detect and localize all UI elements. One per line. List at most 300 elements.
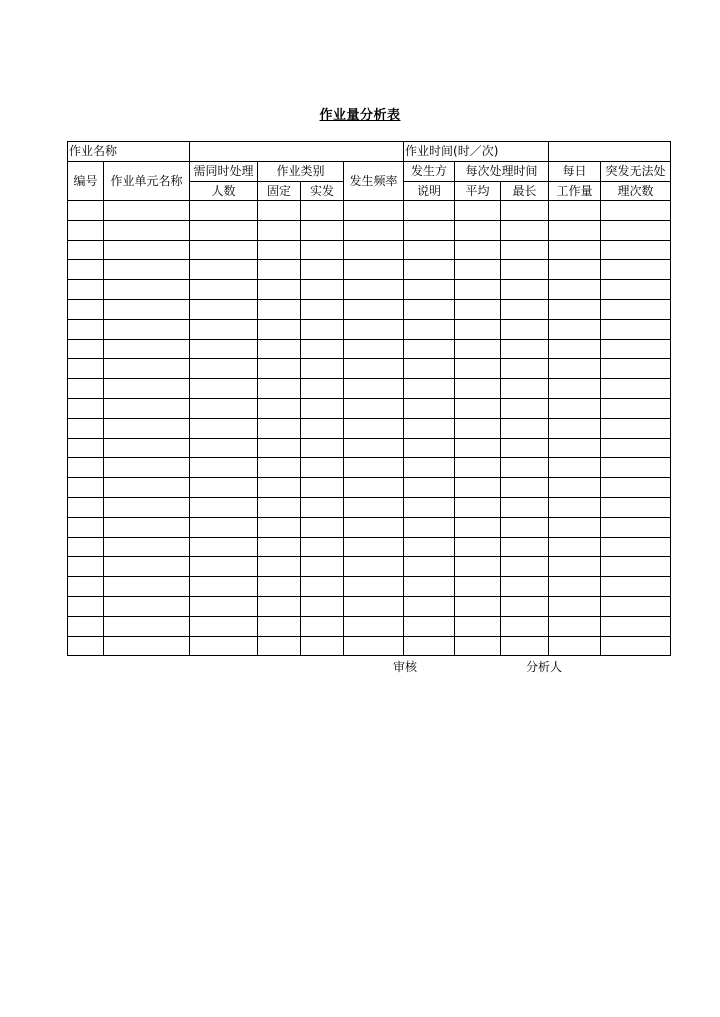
table-cell[interactable] [549,260,601,280]
table-cell[interactable] [501,299,549,319]
table-cell[interactable] [258,220,301,240]
workload-table [67,141,671,656]
table-cell[interactable] [344,220,404,240]
table-cell[interactable] [344,379,404,399]
table-cell[interactable] [404,478,455,498]
table-cell[interactable] [501,537,549,557]
table-cell[interactable] [549,438,601,458]
table-cell[interactable] [601,478,671,498]
table-cell[interactable] [68,319,104,339]
table-cell[interactable] [301,577,344,597]
table-cell[interactable] [104,359,190,379]
table-cell[interactable] [258,260,301,280]
table-cell[interactable] [258,596,301,616]
table-cell[interactable] [549,577,601,597]
table-cell[interactable] [549,458,601,478]
header-frequency: 发生频率 [344,162,404,201]
table-cell[interactable] [455,418,501,438]
table-cell[interactable] [68,616,104,636]
table-cell[interactable] [344,398,404,418]
table-cell[interactable] [190,418,258,438]
table-cell[interactable] [190,577,258,597]
table-cell[interactable] [190,478,258,498]
table-cell[interactable] [501,201,549,221]
table-cell[interactable] [344,497,404,517]
table-cell[interactable] [344,438,404,458]
table-cell[interactable] [455,438,501,458]
table-cell[interactable] [104,260,190,280]
table-cell[interactable] [501,517,549,537]
table-cell[interactable] [549,280,601,300]
table-cell[interactable] [190,398,258,418]
table-cell[interactable] [601,517,671,537]
table-cell[interactable] [404,497,455,517]
table-cell[interactable] [258,557,301,577]
table-cell[interactable] [258,636,301,656]
table-cell[interactable] [104,280,190,300]
table-cell[interactable] [344,201,404,221]
table-cell[interactable] [601,616,671,636]
table-cell[interactable] [344,636,404,656]
table-cell[interactable] [455,319,501,339]
table-cell[interactable] [404,299,455,319]
table-cell[interactable] [344,557,404,577]
table-cell[interactable] [404,596,455,616]
table-cell[interactable] [301,280,344,300]
table-cell[interactable] [455,458,501,478]
table-cell[interactable] [104,596,190,616]
table-cell[interactable] [501,478,549,498]
table-cell[interactable] [601,398,671,418]
table-cell[interactable] [404,458,455,478]
table-cell[interactable] [68,260,104,280]
table-cell[interactable] [301,418,344,438]
table-cell[interactable] [501,339,549,359]
table-cell[interactable] [344,577,404,597]
table-cell[interactable] [404,220,455,240]
table-row [68,240,671,260]
table-cell[interactable] [190,517,258,537]
table-cell[interactable] [190,319,258,339]
table-cell[interactable] [501,497,549,517]
table-cell[interactable] [549,497,601,517]
table-cell[interactable] [344,260,404,280]
table-cell[interactable] [404,636,455,656]
table-cell[interactable] [404,201,455,221]
header-method-line2: 说明 [404,182,455,201]
table-cell[interactable] [104,577,190,597]
table-cell[interactable] [501,557,549,577]
table-row [68,359,671,379]
table-cell[interactable] [104,418,190,438]
table-cell[interactable] [455,260,501,280]
table-cell[interactable] [68,339,104,359]
table-cell[interactable] [258,616,301,636]
table-cell[interactable] [501,379,549,399]
review-label: 审核 [393,660,418,674]
table-cell[interactable] [190,299,258,319]
analyst-label: 分析人 [526,660,563,674]
header-time-avg: 平均 [455,182,501,201]
table-cell[interactable] [549,636,601,656]
table-cell[interactable] [190,616,258,636]
table-cell[interactable] [301,517,344,537]
table-cell[interactable] [549,319,601,339]
table-cell[interactable] [404,517,455,537]
table-cell[interactable] [258,299,301,319]
table-row [68,418,671,438]
table-row [68,577,671,597]
table-cell[interactable] [455,201,501,221]
table-cell[interactable] [501,458,549,478]
table-cell[interactable] [404,616,455,636]
table-cell[interactable] [104,299,190,319]
table-cell[interactable] [68,596,104,616]
table-cell[interactable] [68,478,104,498]
table-cell[interactable] [601,636,671,656]
table-cell[interactable] [549,359,601,379]
table-cell[interactable] [404,557,455,577]
table-cell[interactable] [68,577,104,597]
table-cell[interactable] [601,577,671,597]
table-cell[interactable] [404,537,455,557]
table-row [68,220,671,240]
table-cell[interactable] [549,339,601,359]
table-cell[interactable] [68,280,104,300]
table-cell[interactable] [601,201,671,221]
table-cell[interactable] [301,438,344,458]
header-category-sudden: 实发 [301,182,344,201]
table-cell[interactable] [258,458,301,478]
table-cell[interactable] [501,418,549,438]
header-id: 编号 [68,162,104,201]
table-cell[interactable] [104,339,190,359]
table-cell[interactable] [549,240,601,260]
table-cell[interactable] [455,339,501,359]
table-cell[interactable] [68,438,104,458]
table-cell[interactable] [501,398,549,418]
table-cell[interactable] [455,280,501,300]
header-time-max: 最长 [501,182,549,201]
table-row [68,319,671,339]
table-cell[interactable] [404,339,455,359]
table-cell[interactable] [104,240,190,260]
table-row [68,497,671,517]
table-cell[interactable] [301,220,344,240]
table-cell[interactable] [455,359,501,379]
job-name-label: 作业名称 [68,142,190,162]
table-row [68,280,671,300]
table-cell[interactable] [190,636,258,656]
table-cell[interactable] [344,319,404,339]
header-method-line1: 发生方 [404,162,455,182]
table-row [68,339,671,359]
table-cell[interactable] [190,240,258,260]
table-cell[interactable] [190,497,258,517]
table-cell[interactable] [601,557,671,577]
table-cell[interactable] [404,260,455,280]
table-cell[interactable] [601,220,671,240]
table-cell[interactable] [190,280,258,300]
header-unit-name: 作业单元名称 [104,162,190,201]
table-cell[interactable] [455,299,501,319]
table-cell[interactable] [501,220,549,240]
table-cell[interactable] [258,319,301,339]
table-cell[interactable] [104,398,190,418]
table-cell[interactable] [104,458,190,478]
table-cell[interactable] [501,636,549,656]
table-cell[interactable] [404,359,455,379]
table-cell[interactable] [301,299,344,319]
table-cell[interactable] [104,319,190,339]
table-cell[interactable] [344,458,404,478]
table-cell[interactable] [549,299,601,319]
table-cell[interactable] [68,359,104,379]
table-cell[interactable] [104,517,190,537]
table-cell[interactable] [301,379,344,399]
table-row [68,537,671,557]
table-row [68,478,671,498]
table-cell[interactable] [104,379,190,399]
table-cell[interactable] [404,577,455,597]
table-cell[interactable] [301,319,344,339]
table-cell[interactable] [601,339,671,359]
table-cell[interactable] [190,201,258,221]
table-cell[interactable] [549,537,601,557]
job-name-value[interactable] [190,142,404,162]
header-category-fixed: 固定 [258,182,301,201]
table-row [68,299,671,319]
table-cell[interactable] [301,398,344,418]
table-cell[interactable] [455,240,501,260]
table-cell[interactable] [344,299,404,319]
header-category: 作业类别 [258,162,344,182]
table-cell[interactable] [404,240,455,260]
table-cell[interactable] [601,537,671,557]
table-cell[interactable] [301,260,344,280]
table-cell[interactable] [190,339,258,359]
table-cell[interactable] [549,418,601,438]
table-cell[interactable] [68,636,104,656]
table-cell[interactable] [258,438,301,458]
table-cell[interactable] [104,636,190,656]
table-cell[interactable] [258,517,301,537]
table-cell[interactable] [455,596,501,616]
table-cell[interactable] [601,438,671,458]
header-daily-line2: 工作量 [549,182,601,201]
table-cell[interactable] [601,299,671,319]
table-cell[interactable] [455,537,501,557]
table-cell[interactable] [549,201,601,221]
table-cell[interactable] [404,398,455,418]
table-cell[interactable] [501,577,549,597]
table-cell[interactable] [344,240,404,260]
table-cell[interactable] [455,398,501,418]
table-cell[interactable] [344,359,404,379]
table-cell[interactable] [68,220,104,240]
table-cell[interactable] [404,418,455,438]
table-cell[interactable] [258,359,301,379]
table-cell[interactable] [501,260,549,280]
table-cell[interactable] [549,379,601,399]
table-cell[interactable] [501,359,549,379]
table-cell[interactable] [190,220,258,240]
header-fail-line2: 理次数 [601,182,671,201]
table-cell[interactable] [68,418,104,438]
table-cell[interactable] [344,478,404,498]
table-cell[interactable] [501,280,549,300]
table-cell[interactable] [601,319,671,339]
table-cell[interactable] [104,201,190,221]
table-cell[interactable] [258,537,301,557]
table-cell[interactable] [549,517,601,537]
table-cell[interactable] [601,359,671,379]
job-time-value[interactable] [549,142,671,162]
table-cell[interactable] [301,339,344,359]
table-cell[interactable] [455,497,501,517]
header-staff-line1: 需同时处理 [190,162,258,182]
table-cell[interactable] [104,497,190,517]
table-cell[interactable] [68,299,104,319]
table-cell[interactable] [258,497,301,517]
table-cell[interactable] [190,596,258,616]
table-cell[interactable] [601,596,671,616]
table-cell[interactable] [455,616,501,636]
table-cell[interactable] [190,458,258,478]
table-cell[interactable] [104,557,190,577]
table-cell[interactable] [455,478,501,498]
table-cell[interactable] [601,418,671,438]
table-cell[interactable] [344,339,404,359]
table-cell[interactable] [104,616,190,636]
table-cell[interactable] [344,280,404,300]
table-cell[interactable] [601,240,671,260]
table-cell[interactable] [549,557,601,577]
table-cell[interactable] [301,636,344,656]
table-cell[interactable] [68,379,104,399]
table-cell[interactable] [404,319,455,339]
table-cell[interactable] [301,497,344,517]
header-time-per: 每次处理时间 [455,162,549,182]
table-cell[interactable] [601,458,671,478]
table-cell[interactable] [301,596,344,616]
table-cell[interactable] [190,359,258,379]
table-cell[interactable] [68,398,104,418]
table-cell[interactable] [549,478,601,498]
table-row [68,458,671,478]
table-cell[interactable] [601,280,671,300]
table-cell[interactable] [104,438,190,458]
table-cell[interactable] [301,616,344,636]
info-row [68,142,671,162]
table-cell[interactable] [68,557,104,577]
table-cell[interactable] [549,596,601,616]
table-cell[interactable] [258,478,301,498]
header-fail-line1: 突发无法处 [601,162,671,182]
table-cell[interactable] [549,398,601,418]
table-cell[interactable] [501,596,549,616]
header-staff-line2: 人数 [190,182,258,201]
table-cell[interactable] [258,280,301,300]
table-cell[interactable] [455,379,501,399]
table-cell[interactable] [344,418,404,438]
table-cell[interactable] [549,220,601,240]
table-cell[interactable] [190,379,258,399]
table-cell[interactable] [68,201,104,221]
table-cell[interactable] [68,537,104,557]
table-cell[interactable] [344,537,404,557]
table-cell[interactable] [344,596,404,616]
table-cell[interactable] [549,616,601,636]
table-row [68,438,671,458]
table-cell[interactable] [301,201,344,221]
table-row [68,517,671,537]
table-cell[interactable] [455,220,501,240]
table-row [68,636,671,656]
table-cell[interactable] [404,280,455,300]
table-cell[interactable] [104,478,190,498]
table-cell[interactable] [301,537,344,557]
table-cell[interactable] [301,359,344,379]
table-cell[interactable] [501,616,549,636]
table-cell[interactable] [601,497,671,517]
table-cell[interactable] [501,438,549,458]
table-cell[interactable] [501,240,549,260]
table-cell[interactable] [190,557,258,577]
table-cell[interactable] [258,418,301,438]
table-cell[interactable] [404,379,455,399]
table-row [68,616,671,636]
table-cell[interactable] [68,458,104,478]
table-cell[interactable] [344,616,404,636]
table-cell[interactable] [104,537,190,557]
table-cell[interactable] [301,557,344,577]
header-row-1 [68,162,671,182]
table-cell[interactable] [301,240,344,260]
table-cell[interactable] [301,458,344,478]
table-cell[interactable] [601,260,671,280]
table-cell[interactable] [601,379,671,399]
table-cell[interactable] [455,557,501,577]
table-cell[interactable] [258,201,301,221]
table-cell[interactable] [190,260,258,280]
header-daily-line1: 每日 [549,162,601,182]
table-cell[interactable] [455,517,501,537]
table-cell[interactable] [68,497,104,517]
table-cell[interactable] [68,240,104,260]
table-row [68,398,671,418]
table-cell[interactable] [501,319,549,339]
table-cell[interactable] [455,577,501,597]
table-cell[interactable] [258,577,301,597]
table-row [68,201,671,221]
table-cell[interactable] [455,636,501,656]
table-cell[interactable] [104,220,190,240]
table-cell[interactable] [258,379,301,399]
table-cell[interactable] [404,438,455,458]
page-title: 作业量分析表 [319,108,401,123]
table-cell[interactable] [344,517,404,537]
table-cell[interactable] [258,398,301,418]
table-cell[interactable] [301,478,344,498]
table-row [68,379,671,399]
table-row [68,260,671,280]
table-cell[interactable] [258,339,301,359]
table-cell[interactable] [258,240,301,260]
table-cell[interactable] [190,438,258,458]
table-cell[interactable] [190,537,258,557]
table-cell[interactable] [68,517,104,537]
